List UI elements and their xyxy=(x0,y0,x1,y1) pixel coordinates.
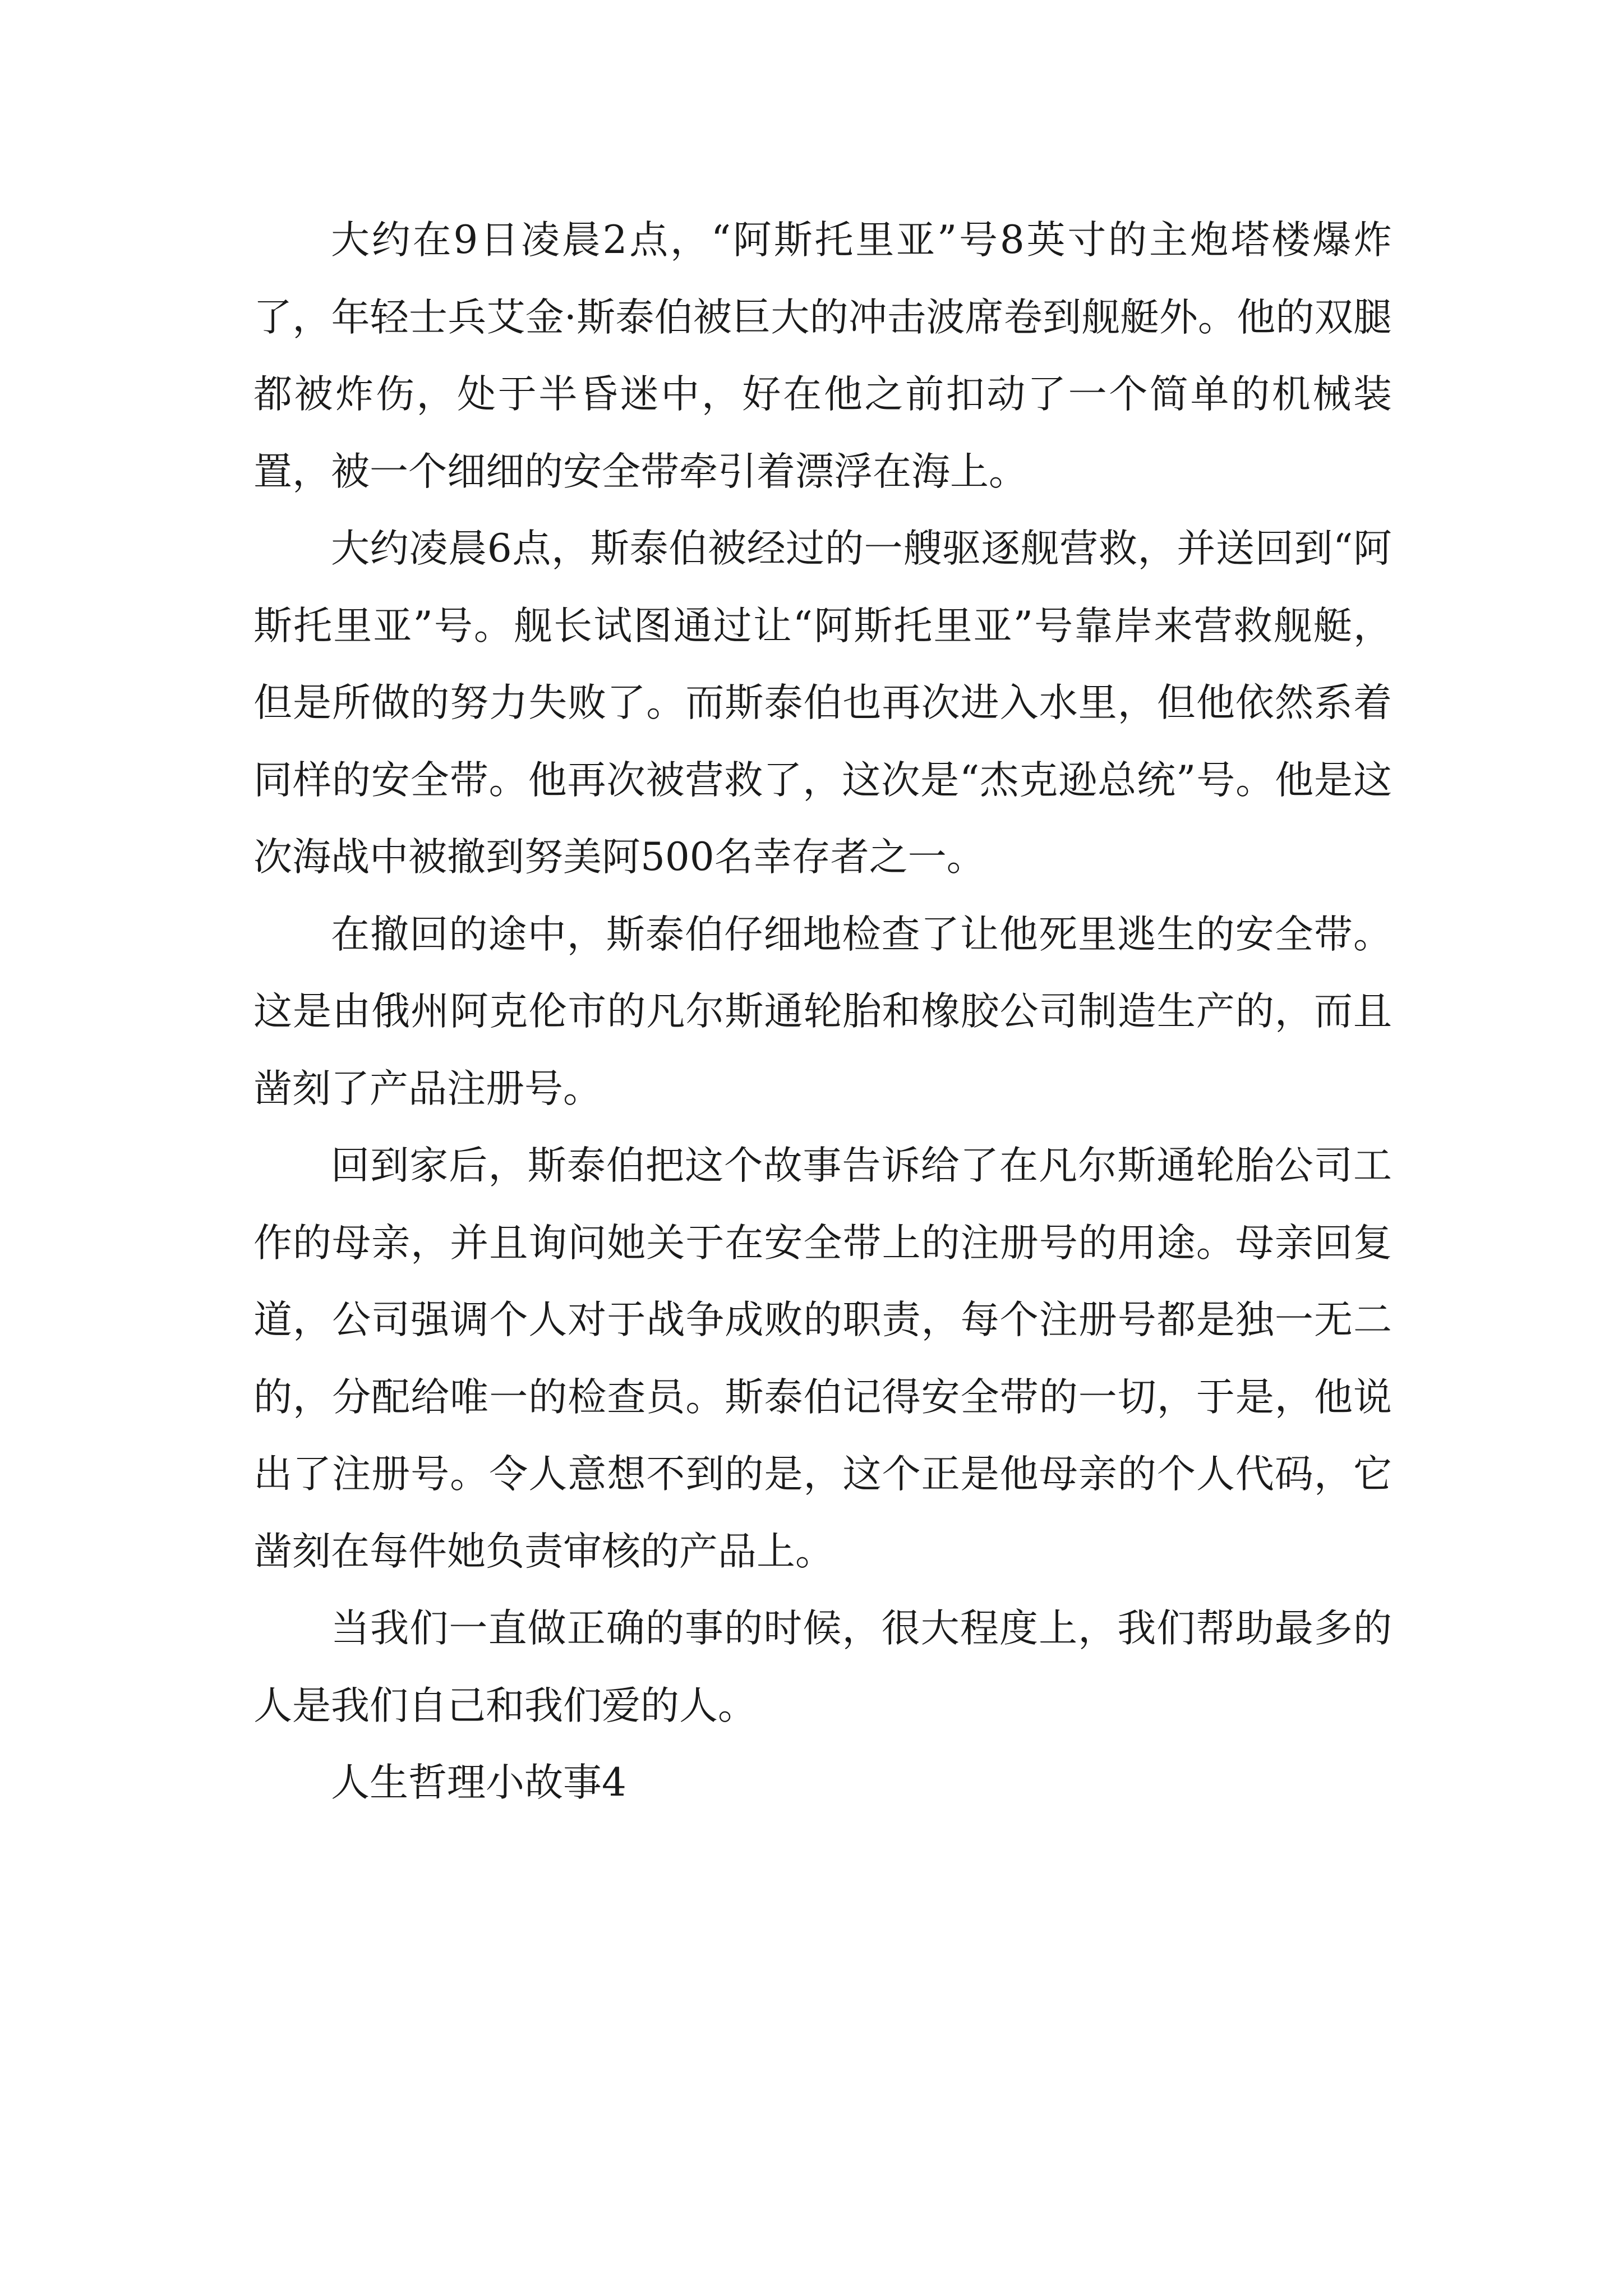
paragraph-5: 当我们一直做正确的事的时候，很大程度上，我们帮助最多的人是我们自己和我们爱的人。 xyxy=(253,1606,1392,1728)
paragraph-2: 大约凌晨6点，斯泰伯被经过的一艘驱逐舰营救，并送回到“阿斯托里亚”号。舰长试图通过让“阿斯托里亚”号靠岸来营救舰艇，但是所做的努力失败了。而斯泰伯也再次进入水里，但他依然系着同样的安全带。他再次被营救了，这次是“杰克逊总统”号。他是这次海战中被撤到努美阿500名幸存者之一。 xyxy=(253,526,1392,880)
section-heading: 人生哲理小故事4 xyxy=(331,1760,626,1805)
paragraph-1: 大约在9日凌晨2点，“阿斯托里亚”号8英寸的主炮塔楼爆炸了，年轻士兵艾金·斯泰伯被巨大的冲击波席卷到舰艇外。他的双腿都被炸伤，处于半昏迷中，好在他之前扣动了一个简单的机械装置，被一个细细的安全带牵引着漂浮在海上。 xyxy=(253,218,1392,494)
document-body xyxy=(253,202,1392,1822)
paragraph-3: 在撤回的途中，斯泰伯仔细地检查了让他死里逃生的安全带。这是由俄州阿克伦市的凡尔斯通轮胎和橡胶公司制造生产的，而且凿刻了产品注册号。 xyxy=(253,912,1392,1111)
paragraph-4: 回到家后，斯泰伯把这个故事告诉给了在凡尔斯通轮胎公司工作的母亲，并且询问她关于在安全带上的注册号的用途。母亲回复道，公司强调个人对于战争成败的职责，每个注册号都是独一无二的，分配给唯一的检查员。斯泰伯记得安全带的一切，于是，他说出了注册号。令人意想不到的是，这个正是他母亲的个人代码，它凿刻在每件她负责审核的产品上。 xyxy=(253,1143,1392,1574)
